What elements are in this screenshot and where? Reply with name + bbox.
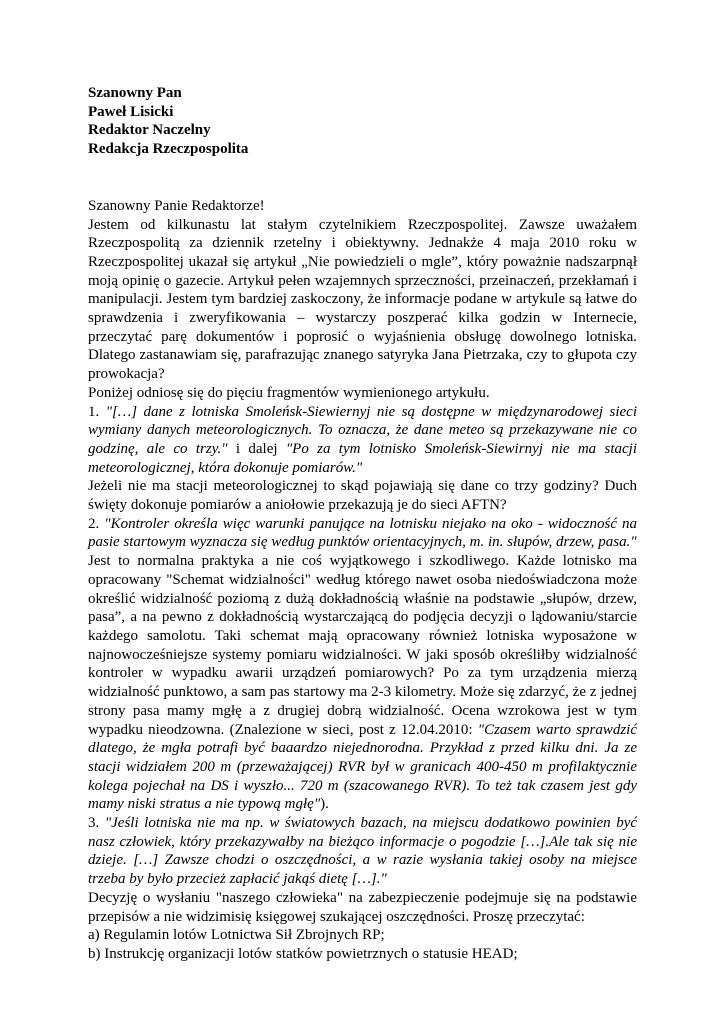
point-1-number: 1. — [88, 403, 106, 420]
addressee-line-3: Redaktor Naczelny — [88, 122, 211, 139]
addressee-line-4: Redakcja Rzeczpospolita — [88, 141, 249, 158]
regulations-list — [88, 926, 637, 963]
point-1-quote-b: "Po za tym lotnisko Smoleńsk-Siewirnyj nie ma stacji meteorologicznej, która dokonuje pomiarów." — [88, 440, 637, 476]
point-2-quote — [88, 515, 637, 552]
point-2-number: 2. — [88, 515, 105, 532]
regulation-item: b) Instrukcję organizacji lotów statków powietrznych o statusie HEAD; — [88, 945, 518, 962]
regulation-item: a) Regulamin lotów Lotnictwa Sił Zbrojnych RP; — [88, 927, 385, 944]
addressee-line-2: Paweł Lisicki — [88, 103, 174, 120]
addressee-block — [88, 84, 637, 159]
point-1-connector: i dalej — [227, 440, 286, 457]
point-2-response — [88, 552, 637, 814]
fragments-intro: Poniżej odniosę się do pięciu fragmentów wymienionego artykułu. — [88, 384, 490, 401]
point-2-closing: ). — [320, 796, 329, 813]
point-2-forum-quote: "Czasem warto sprawdzić dlatego, że mgła potrafi być baaardzo niejednorodna. Przykład z przed kilku dni. Ja ze stacji widziałem 200 m (przeważającej) RVR był w granicach 400-450 m profilaktycznie kolega pojechał na DS i wyszło... 720 m (szacowanego RVR). To też tak czasem jest gdy mamy niski stratus a nie typową mgłę" — [88, 721, 637, 813]
point-2-quote-text: "Kontroler określa więc warunki panujące na lotnisku niejako na oko - widoczność na pasie startowym wyznacza się według punktów orientacyjnych, m. in. słupów, drzew, pasa." — [88, 515, 637, 551]
point-3-response: Decyzję o wysłaniu "naszego człowieka" na zabezpieczenie podejmuje się na podstawie przepisów a nie widzimisię księgowej szukającej oszczędności. Proszę przeczytać: — [88, 889, 637, 925]
point-3-number: 3. — [88, 815, 105, 832]
addressee-line-1: Szanowny Pan — [88, 85, 182, 101]
point-3-quote — [88, 814, 637, 889]
point-3-quote-text: "Jeśli lotniska nie ma np. w światowych bazach, na miejscu dodatkowo powinien być nasz człowiek, który przekazywałby na bieżąco informacje o pogodzie […].Ale tak się nie dzieje. […] Zawsze chodzi o oszczędności, a w razie wysłania takiej osoby na miejsce trzeba by było przecież zapłacić jakąś dietę […]." — [88, 815, 638, 888]
point-1-response: Jeżeli nie ma stacji meteorologicznej to skąd pojawiają się dane co trzy godziny? Duch święty dokonuje pomiarów a aniołowie przekazują je do sieci AFTN? — [88, 478, 637, 514]
point-1-quote — [88, 403, 637, 478]
intro-paragraph: Jestem od kilkunastu lat stałym czytelnikiem Rzeczpospolitej. Zawsze uważałem Rzeczpospolitą za dziennik rzetelny i obiektywny. Jednakże 4 maja 2010 roku w Rzeczpospolitej ukazał się artykuł „Nie powiedzieli o mgle”, który poważnie nadszarpnął moją opinię o gazecie. Artykuł pełen wzajemnych sprzeczności, przeinaczeń, przekłamań i manipulacji. Jestem tym bardziej zaskoczony, że informacje podane w artykule są łatwe do sprawdzenia i zweryfikowania – wystarczy poszperać kilka godzin w Internecie, przeczytać parę dokumentów i poprosić o wyjaśnienia obsługę dowolnego lotniska. Dlatego zastanawiam się, parafrazując znanego satyryka Jana Pietrzaka, czy to głupota czy prowokacja? — [88, 216, 637, 383]
point-1-quote-a: "[…] dane z lotniska Smoleńsk-Siewiernyj nie są dostępne w międzynarodowej sieci wymiany danych meteorologicznych. To oznacza, że dane meteo są przekazywane nie co godzinę, ale co trzy." — [88, 403, 638, 457]
greeting: Szanowny Panie Redaktorze! — [88, 197, 265, 214]
point-2-response-text: Jest to normalna praktyka a nie coś wyjątkowego i szkodliwego. Każde lotnisko ma opracowany "Schemat widzialności" według którego nawet osoba niedoświadczona może określić widzialność poziomą z dużą dokładnością właśnie na podstawie „słupów, drzew, pasa”, a na pewno z dokładnością wystarczającą do podjęcia decyzji o lądowaniu/starcie każdego samolotu. Taki schemat mają opracowany również lotniska wyposażone w najnowocześniejsze systemy pomiaru widzialności. W jaki sposób określiłby widzialność kontroler w wypadku awarii urządzeń pomiarowych? Po za tym urządzenia mierzą widzialność punktowo, a sam pas startowy ma 2-3 kilometry. Może się zdarzyć, że z jednej strony pasa mamy mgłę a z drugiej dobrą widzialność. Ocena wzrokowa jest w tym wypadku nieodzowna. (Znalezione w sieci, post z 12.04.2010: — [88, 553, 637, 738]
